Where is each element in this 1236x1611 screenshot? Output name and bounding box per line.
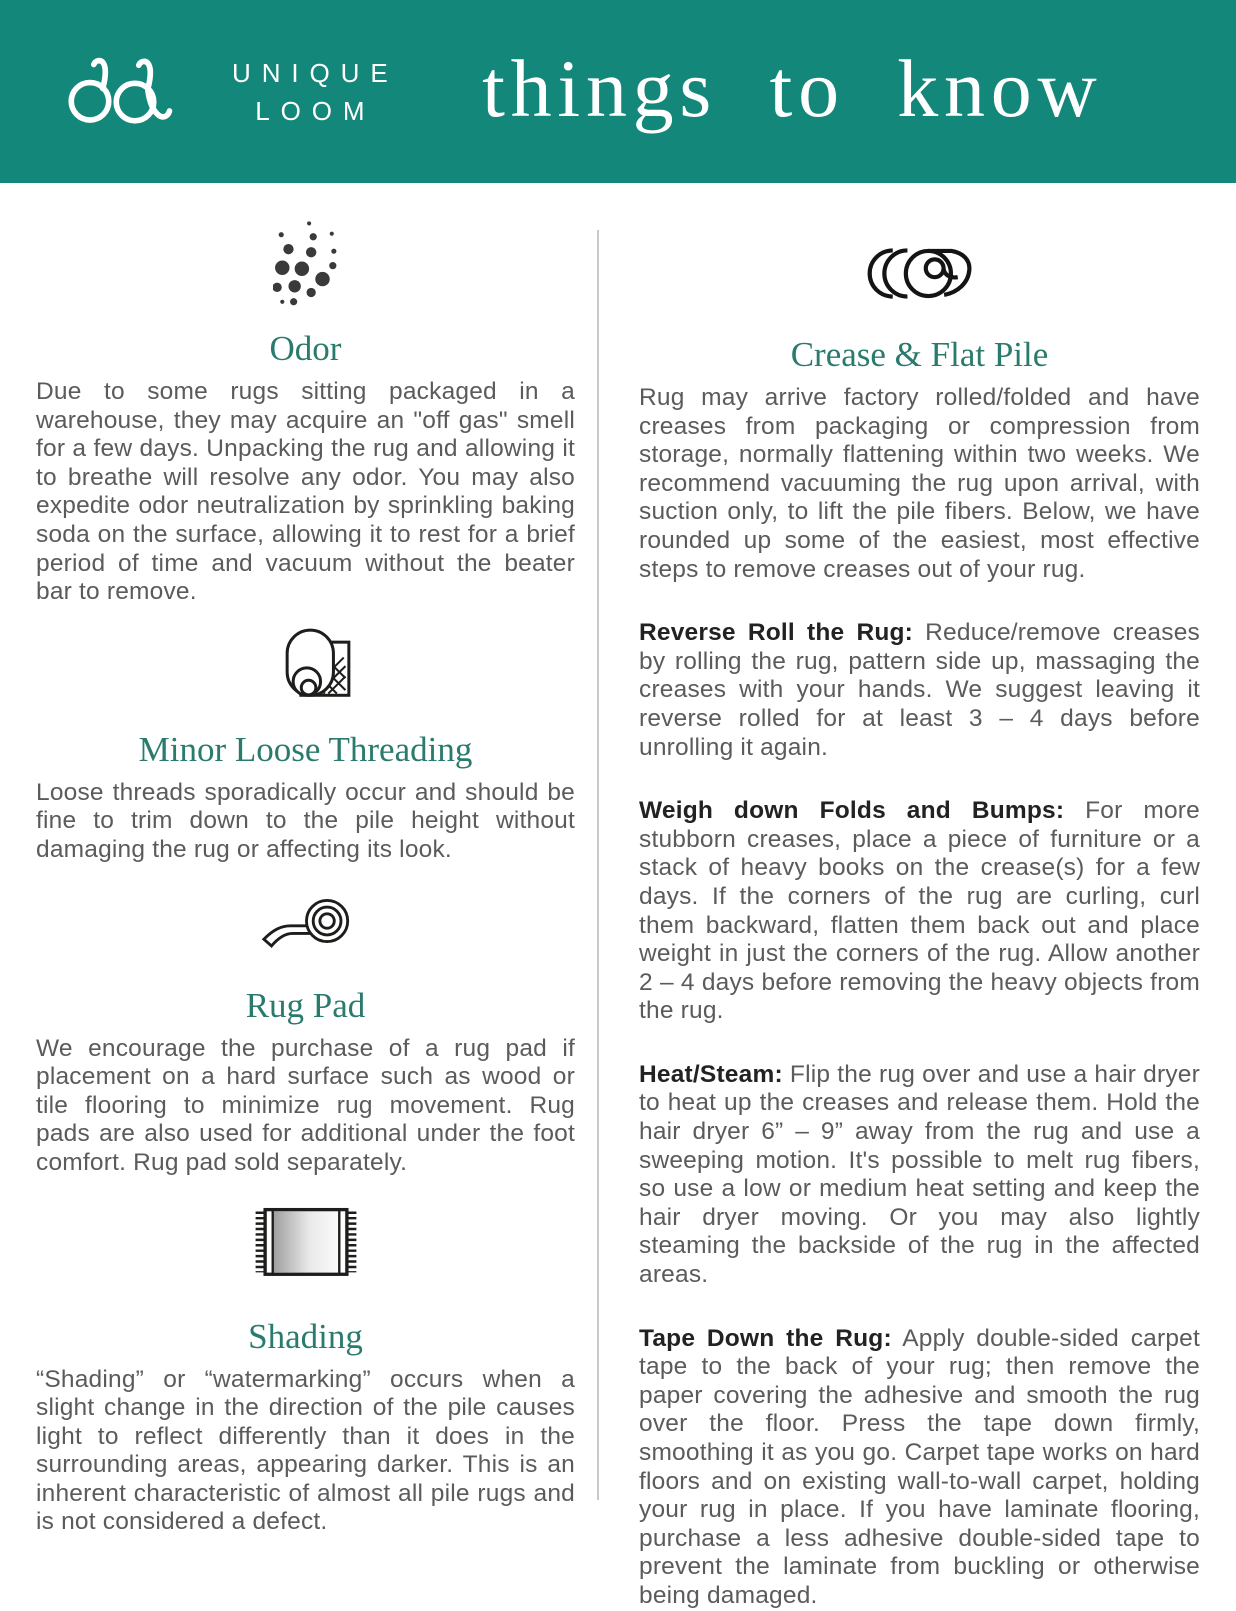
section-odor <box>36 213 575 607</box>
step-weigh-down <box>639 797 1200 1026</box>
section-paragraph: Rug may arrive factory rolled/folded and have creases from packaging or compression from storage, normally flattening within two weeks. We recommend vacuuming the rug upon arrival, with suction only, to lift the pile fibers. Below, we have rounded up some of the easiest, most effective steps to remove creases out of your rug. <box>639 384 1200 583</box>
step-text: Flip the rug over and use a hair dryer to heat up the creases and release them. Hold the hair dryer 6” – 9” away from the rug and use a sweeping motion. It's possible to melt rug fibers, so use a low or medium heat setting and keep the hair dryer moving. Or you may also lightly steaming the backside of the rug in the affected areas. <box>639 1060 1200 1289</box>
section-rug-pad <box>36 891 575 1178</box>
section-heading: Shading <box>248 1316 363 1356</box>
content-area <box>0 183 1236 1609</box>
section-paragraph: We encourage the purchase of a rug pad if placement on a hard surface such as wood or tile flooring to minimize rug movement. Rug pads are also used for additional under the foot comfort. Rug pad sold separately. <box>36 1034 575 1176</box>
fringed-rug-icon <box>248 1202 364 1280</box>
left-column <box>0 183 597 1536</box>
header-banner <box>0 0 1236 183</box>
step-tape-down <box>639 1325 1200 1611</box>
section-paragraph: Loose threads sporadically occur and should be fine to trim down to the pile height without damaging the rug or affecting its look. <box>36 778 575 863</box>
section-shading <box>36 1202 575 1538</box>
section-minor-loose-threading <box>36 621 575 865</box>
unrolling-rug-icon <box>258 621 354 713</box>
step-text: Reduce/remove creases by rolling the rug, pattern side up, massaging the creases with your hands. We suggest leaving it reverse rolled for at least 3 – 4 days before unrolling it again. <box>639 619 1200 761</box>
section-heading: Minor Loose Threading <box>138 729 473 769</box>
section-paragraph: Due to some rugs sitting packaged in a warehouse, they may acquire an "off gas" smell for a few days. Unpacking the rug and allowing it to breathe will resolve any odor. You may also expedite odor neutralization by sprinkling baking soda on the surface, allowing it to rest for a brief period of time and vacuum without the beater bar to remove. <box>36 378 575 606</box>
step-label: Weigh down Folds and Bumps: <box>639 797 1065 825</box>
brand-logo <box>60 54 399 130</box>
section-paragraph: “Shading” or “watermarking” occurs when a slight change in the direction of the pile causes light to reflect differently than it does in the surrounding areas, appearing darker. This is an inherent characteristic of almost all pile rugs and is not considered a defect. <box>36 1365 575 1536</box>
step-label: Tape Down the Rug: <box>639 1324 892 1352</box>
step-heat-steam <box>639 1061 1200 1290</box>
section-heading: Rug Pad <box>245 985 366 1025</box>
odor-dots-icon <box>273 213 339 308</box>
right-column <box>599 183 1236 1609</box>
section-crease-flat-pile <box>639 241 1200 584</box>
rolled-rug-icon <box>861 241 979 306</box>
step-reverse-roll <box>639 619 1200 762</box>
brand-line-1: UNIQUE <box>232 57 399 88</box>
brand-text <box>232 54 399 130</box>
step-label: Heat/Steam: <box>639 1060 783 1088</box>
section-heading: Odor <box>269 329 342 368</box>
step-text: Apply double-sided carpet tape to the back of your rug; then remove the paper covering the adhesive and smooth the rug over the floor. Press the tape down firmly, smoothing it as you go. Carpet tape works on hard floors and on existing wall-to-wall carpet, holding your rug in place. If you have laminate flooring, purchase a less adhesive double-sided tape to prevent the laminate from buckling or otherwise being damaged. <box>639 1324 1201 1609</box>
section-heading: Crease & Flat Pile <box>790 335 1049 374</box>
step-text: For more stubborn creases, place a piece of furniture or a stack of heavy books on the crease(s) for a few days. If the corners of the rug are curling, curl them backward, flatten them back out and place weight in just the corners of the rug. Allow another 2 – 4 days before removing the heavy objects from the rug. <box>639 797 1200 1025</box>
step-label: Reverse Roll the Rug: <box>639 619 914 647</box>
rug-pad-roll-icon <box>260 891 352 951</box>
unique-loom-monogram-icon <box>60 54 210 129</box>
page-title: things to know <box>482 42 1103 134</box>
brand-line-2: LOOM <box>255 95 376 126</box>
